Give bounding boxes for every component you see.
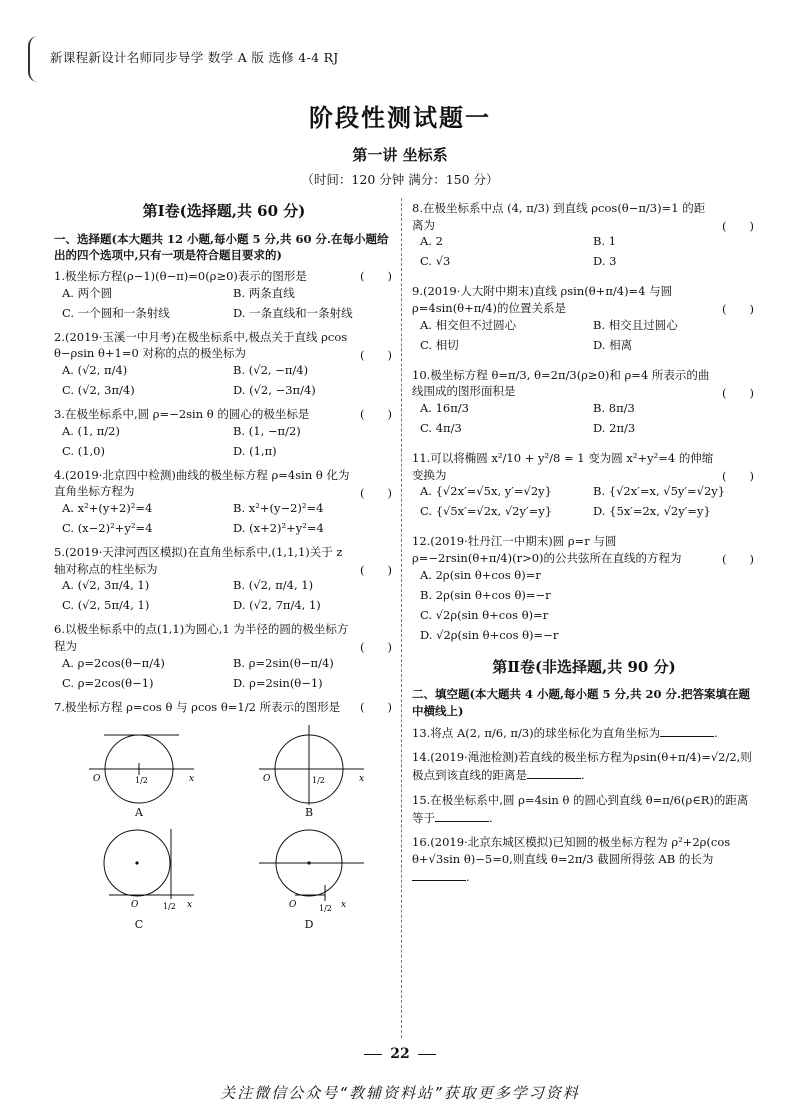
lecture-subtitle: 第一讲 坐标系 [352, 146, 448, 164]
part2-title: 第Ⅱ卷(非选择题,共 90 分) [492, 657, 676, 676]
fill-question-end: . [581, 768, 585, 783]
question-16 [412, 834, 756, 885]
option-c: C. (√2, 5π/4, 1) [62, 598, 150, 613]
option-a: A. ρ=2cos(θ−π/4) [62, 655, 165, 670]
answer-paren: ( ) [360, 640, 392, 655]
section2-intro: 二、填空题(本大题共 4 小题,每小题 5 分,共 20 分.把答案填在题中横线上) [412, 687, 750, 719]
option-a: A. 2ρ(sin θ+cos θ)=r [420, 567, 541, 582]
question-stem: 12.(2019·牡丹江一中期末)圆 ρ=r 与圆 ρ=−2rsin(θ+π/4)(r>0)的公共弦所在直线的方程为 [412, 534, 682, 566]
question-stem: 8.在极坐标系中点 (4, π/3) 到直线 ρcos(θ−π/3)=1 的距离为 [412, 201, 706, 232]
answer-paren: ( ) [722, 385, 754, 400]
option-d: D. 一条直线和一条射线 [233, 305, 353, 320]
option-d: D. (√2, −3π/4) [233, 383, 316, 398]
question-5 [54, 544, 394, 617]
figure-b-diagram [249, 719, 369, 805]
option-c: C. {√5x′=√2x, √2y′=y} [420, 504, 553, 519]
section1-intro: 一、选择题(本大题共 12 小题,每小题 5 分,共 60 分.在每小题给出的四个选项中,只有一项是符合题目要求的) [54, 231, 389, 263]
fill-question-text: 13.将点 A(2, π/6, π/3)的球坐标化为直角坐标为 [412, 725, 661, 740]
figure-label: C [134, 918, 144, 932]
answer-paren: ( ) [360, 407, 392, 422]
figure-grid [54, 719, 394, 933]
option-d: D. 2π/3 [593, 421, 636, 436]
option-a: A. {√2x′=√5x, y′=√2y} [420, 484, 552, 499]
page-number-dash-left [364, 1054, 382, 1055]
answer-paren: ( ) [360, 563, 392, 578]
figure-c-diagram [79, 825, 199, 917]
option-c: C. (√2, 3π/4) [62, 383, 135, 398]
option-b: B. 相交且过圆心 [593, 317, 678, 332]
axis-x-label: x [359, 774, 365, 785]
figure-a [54, 719, 224, 821]
option-b: B. ρ=2sin(θ−π/4) [233, 655, 334, 670]
option-c: C. √3 [420, 254, 451, 269]
option-b: B. (1, −π/2) [233, 423, 301, 438]
fill-question-end: . [714, 725, 718, 740]
option-d: D. ρ=2sin(θ−1) [233, 675, 323, 690]
option-d: D. 相离 [593, 337, 633, 352]
option-b: B. 1 [593, 234, 617, 249]
question-13 [412, 724, 756, 742]
question-stem: 7.极坐标方程 ρ=cos θ 与 ρcos θ=1/2 所表示的图形是 [54, 699, 341, 714]
answer-paren: ( ) [722, 219, 754, 233]
figure-label: A [135, 806, 143, 820]
option-b: B. 两条直线 [233, 285, 295, 300]
question-stem: 2.(2019·玉溪一中月考)在极坐标系中,极点关于直线 ρcos θ−ρsin θ+1=0 对称的点的极坐标为 [54, 329, 348, 361]
half-tick-label: 1/2 [319, 904, 332, 914]
half-tick-label: 1/2 [163, 902, 176, 912]
question-8 [412, 200, 756, 273]
option-b: B. x²+(y−2)²=4 [233, 501, 324, 516]
footer-note: 关注微信公众号“教辅资料站”获取更多学习资料 [220, 1084, 580, 1102]
figure-label: D [304, 918, 314, 932]
answer-paren: ( ) [722, 302, 754, 317]
option-c: C. ρ=2cos(θ−1) [62, 675, 154, 690]
question-3 [54, 406, 394, 463]
option-a: A. 两个圆 [62, 285, 113, 300]
header-bracket [28, 36, 42, 82]
option-b: B. (√2, π/4, 1) [233, 578, 314, 593]
option-c: C. (x−2)²+y²=4 [62, 521, 153, 536]
answer-paren: ( ) [722, 469, 754, 484]
option-b: B. 2ρ(sin θ+cos θ)=−r [420, 587, 551, 602]
option-c: C. √2ρ(sin θ+cos θ)=r [420, 607, 549, 622]
option-b: B. {√2x′=x, √5y′=√2y} [593, 484, 726, 499]
option-a: A. (√2, π/4) [62, 363, 128, 378]
axis-origin-label: O [131, 900, 139, 911]
half-tick-label: 1/2 [312, 776, 325, 786]
fill-question-text: 14.(2019·渑池检测)若直线的极坐标方程为ρsin(θ+π/4)=√2/2,则极点到该直线的距离是 [412, 750, 752, 783]
half-tick-label: 1/2 [135, 776, 148, 786]
question-stem: 4.(2019·北京四中检测)曲线的极坐标方程 ρ=4sin θ 化为直角坐标方程为 [54, 467, 350, 499]
axis-x-label: x [187, 900, 193, 911]
answer-paren: ( ) [722, 552, 754, 567]
answer-blank [435, 809, 489, 822]
figure-b [224, 719, 394, 821]
question-stem: 6.以极坐标系中的点(1,1)为圆心,1 为半径的圆的极坐标方程为 [54, 622, 349, 654]
answer-blank [527, 766, 581, 779]
running-header: 新课程新设计名师同步导学 数学 A 版 选修 4-4 RJ [50, 50, 339, 65]
question-7 [54, 699, 394, 934]
option-d: D. 3 [593, 254, 617, 269]
figure-d-diagram [249, 825, 369, 917]
option-d: D. {5x′=2x, √2y′=y} [593, 504, 711, 519]
option-a: A. (√2, 3π/4, 1) [62, 578, 150, 593]
time-score-line: （时间：120 分钟 满分：150 分） [301, 172, 499, 187]
fill-question-end: . [489, 810, 493, 825]
answer-paren: ( ) [360, 347, 392, 362]
answer-paren: ( ) [360, 269, 392, 284]
question-2 [54, 329, 394, 402]
axis-origin-label: O [93, 774, 101, 785]
option-a: A. (1, π/2) [62, 423, 120, 438]
page-title: 阶段性测试题一 [309, 103, 491, 132]
question-12 [412, 533, 756, 646]
question-10 [412, 367, 756, 440]
question-9 [412, 283, 756, 356]
option-a: A. 16π/3 [420, 401, 469, 416]
option-c: C. 一个圆和一条射线 [62, 305, 170, 320]
column-divider [401, 198, 402, 1038]
question-15 [412, 792, 756, 826]
question-stem: 1.极坐标方程(ρ−1)(θ−π)=0(ρ≥0)表示的图形是 [54, 269, 307, 284]
figure-c [54, 825, 224, 933]
part1-title: 第Ⅰ卷(选择题,共 60 分) [142, 202, 306, 220]
axis-x-label: x [189, 774, 195, 785]
fill-question-text: 16.(2019·北京东城区模拟)已知圆的极坐标方程为 ρ²+2ρ(cos θ+√3sin θ)−5=0,则直线 θ=2π/3 截圆所得弦 AB 的长为 [412, 835, 731, 866]
axis-x-label: x [341, 900, 347, 911]
left-column [54, 195, 394, 937]
page-number-value: 22 [390, 1046, 410, 1062]
option-c: C. (1,0) [62, 443, 105, 458]
option-a: A. x²+(y+2)²=4 [62, 501, 153, 516]
axis-origin-label: O [263, 774, 271, 785]
question-11 [412, 450, 756, 523]
question-stem: 5.(2019·天津河西区模拟)在直角坐标系中,(1,1,1)关于 z 轴对称点的柱坐标为 [54, 545, 343, 576]
axis-origin-label: O [289, 900, 297, 911]
option-d: D. √2ρ(sin θ+cos θ)=−r [420, 627, 559, 642]
option-b: B. 8π/3 [593, 401, 635, 416]
question-4 [54, 467, 394, 540]
fill-question-text: 15.在极坐标系中,圆 ρ=4sin θ 的圆心到直线 θ=π/6(ρ∈R)的距离等于 [412, 792, 749, 825]
figure-d [224, 825, 394, 933]
figure-label: B [304, 806, 314, 820]
figure-a-diagram [79, 719, 199, 805]
page-number [0, 1046, 800, 1062]
answer-paren: ( ) [360, 699, 392, 714]
question-stem: 3.在极坐标系中,圆 ρ=−2sin θ 的圆心的极坐标是 [54, 407, 310, 422]
answer-blank [412, 868, 466, 881]
question-6 [54, 621, 394, 694]
answer-paren: ( ) [360, 485, 392, 500]
option-b: B. (√2, −π/4) [233, 363, 309, 378]
question-stem: 10.极坐标方程 θ=π/3, θ=2π/3(ρ≥0)和 ρ=4 所表示的曲线围成的图形面积是 [412, 367, 710, 399]
question-stem: 11.可以将椭圆 x²/10 + y²/8 = 1 变为圆 x²+y²=4 的伸缩变换为 [412, 451, 714, 482]
option-a: A. 相交但不过圆心 [420, 317, 517, 332]
question-14 [412, 749, 756, 783]
option-d: D. (1,π) [233, 443, 277, 458]
question-1 [54, 268, 394, 325]
question-stem: 9.(2019·人大附中期末)直线 ρsin(θ+π/4)=4 与圆 ρ=4sin(θ+π/4)的位置关系是 [412, 284, 673, 316]
fill-question-end: . [466, 869, 470, 884]
option-a: A. 2 [420, 234, 443, 249]
option-c: C. 4π/3 [420, 421, 462, 436]
right-column [412, 200, 756, 889]
option-d: D. (x+2)²+y²=4 [233, 521, 324, 536]
page-number-dash-right [418, 1054, 436, 1055]
answer-blank [660, 724, 714, 737]
option-c: C. 相切 [420, 337, 459, 352]
option-d: D. (√2, 7π/4, 1) [233, 598, 321, 613]
